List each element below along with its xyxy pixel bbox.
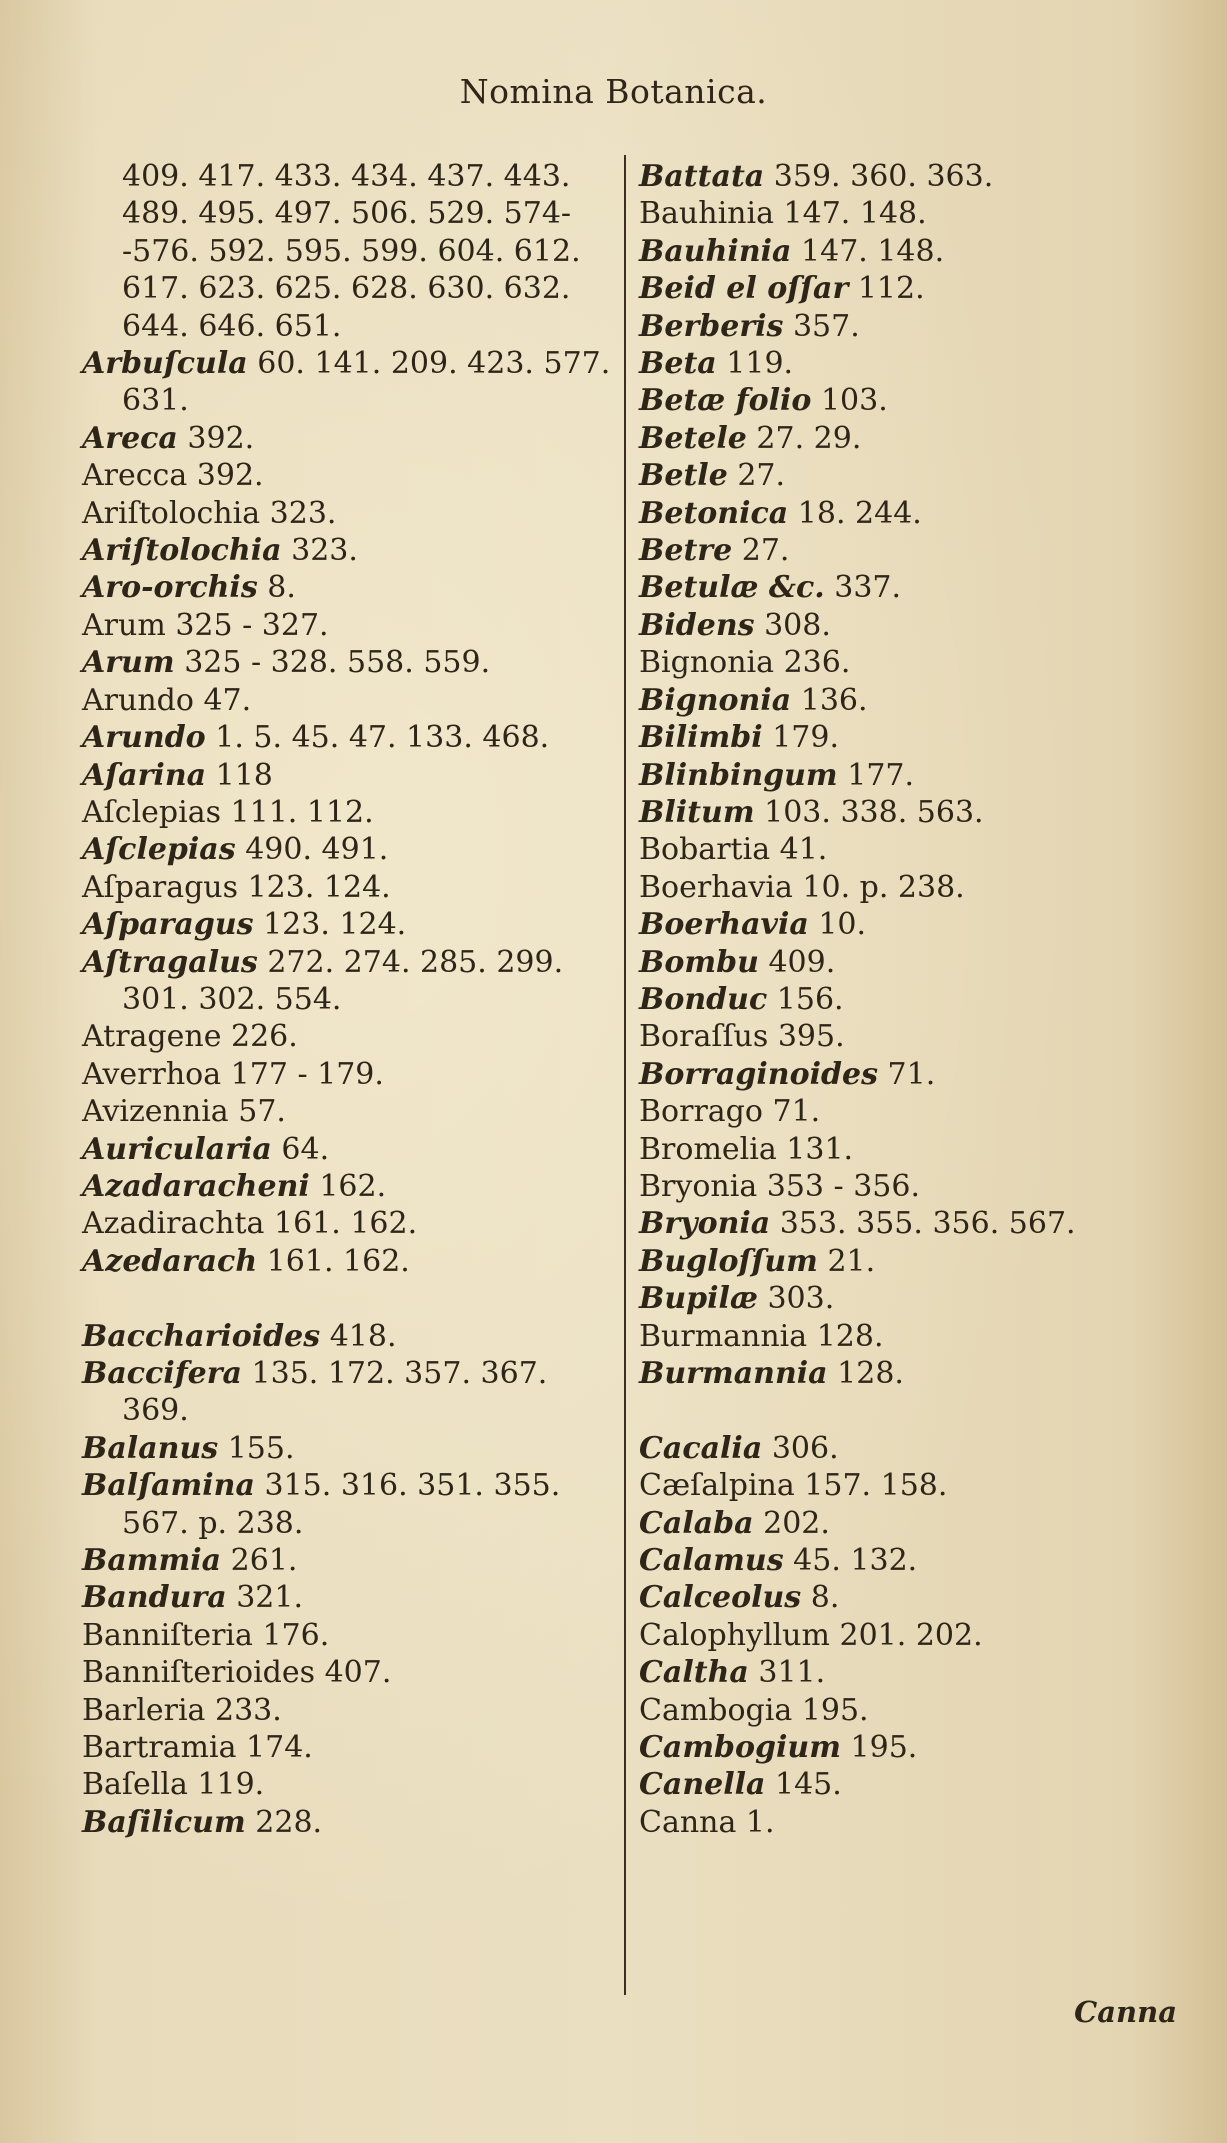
entry-term: Aſtragalus <box>82 944 258 980</box>
entry-term: Aſparagus <box>82 869 239 905</box>
entry-pages: -576. 592. 595. 599. 604. 612. <box>122 233 581 269</box>
entry-pages: 353 - 356. <box>766 1168 921 1204</box>
entry-pages: 395. <box>777 1019 845 1055</box>
index-column-right <box>639 158 1109 1841</box>
entry-pages: 226. <box>231 1019 298 1055</box>
entry-pages: 617. 623. 625. 628. 630. 632. <box>122 271 571 307</box>
index-entry <box>639 1766 1109 1803</box>
entry-pages: 321. <box>236 1580 303 1616</box>
entry-term: Baſella <box>82 1767 188 1803</box>
index-entry <box>639 719 1109 756</box>
entry-term: Azedarach <box>82 1243 258 1279</box>
index-entry <box>639 1168 1109 1205</box>
index-entry-continuation <box>82 158 614 195</box>
entry-term: Banniſteria <box>82 1617 253 1653</box>
index-entry <box>639 607 1109 644</box>
entry-pages: 10. p. 238. <box>802 869 965 905</box>
index-entry <box>639 270 1109 307</box>
entry-term: Arbuſcula <box>82 346 248 382</box>
entry-term: Arundo <box>82 682 194 718</box>
entry-pages: 195. <box>801 1692 869 1728</box>
index-entry-continuation <box>82 382 614 419</box>
entry-term: Boraſſus <box>639 1019 769 1055</box>
entry-term: Blitum <box>639 794 755 830</box>
index-entry <box>639 944 1109 981</box>
entry-term: Borraginoides <box>639 1056 878 1092</box>
index-entry <box>82 1654 614 1691</box>
entry-pages: 179. <box>772 720 840 756</box>
index-entry <box>82 719 614 756</box>
index-entry <box>82 1318 614 1355</box>
entry-pages: 8. <box>810 1580 840 1616</box>
running-head: Nomina Botanica. <box>459 72 768 111</box>
entry-term: Bidens <box>639 607 755 643</box>
entry-term: Averrhoa <box>82 1056 222 1092</box>
entry-term: Calceolus <box>639 1580 802 1616</box>
entry-pages: 176. <box>262 1617 330 1653</box>
index-entry <box>82 420 614 457</box>
entry-pages: 27. 29. <box>756 420 862 456</box>
entry-pages: 41. <box>779 832 828 868</box>
entry-pages: 418. <box>329 1318 397 1354</box>
index-entry <box>639 1542 1109 1579</box>
entry-pages: 201. 202. <box>839 1617 983 1653</box>
index-entry <box>639 308 1109 345</box>
index-entry-continuation <box>82 195 614 232</box>
index-entry <box>82 607 614 644</box>
index-entry <box>82 1131 614 1168</box>
entry-pages: 567. p. 238. <box>122 1505 304 1541</box>
index-entry <box>639 1131 1109 1168</box>
entry-pages: 337. <box>834 570 902 606</box>
entry-pages: 103. 338. 563. <box>764 794 984 830</box>
entry-pages: 71. <box>772 1094 821 1130</box>
index-entry <box>639 1355 1109 1392</box>
entry-term: Bignonia <box>639 645 775 681</box>
index-entry <box>639 195 1109 232</box>
entry-pages: 60. 141. 209. 423. 577. <box>257 346 611 382</box>
entry-pages: 147. 148. <box>783 196 927 232</box>
entry-pages: 261. <box>230 1543 298 1579</box>
entry-pages: 57. <box>238 1094 286 1130</box>
entry-term: Aſarina <box>82 757 207 793</box>
section-gap <box>639 1392 1109 1429</box>
index-entry <box>82 944 614 981</box>
entry-term: Bromelia <box>639 1131 777 1167</box>
index-entry <box>82 1430 614 1467</box>
index-entry <box>639 1467 1109 1504</box>
index-entry <box>639 1018 1109 1055</box>
index-entry <box>82 757 614 794</box>
entry-term: Beta <box>639 346 717 382</box>
entry-pages: 177 - 179. <box>230 1056 384 1092</box>
entry-pages: 8. <box>267 570 296 606</box>
entry-pages: 174. <box>246 1730 313 1766</box>
entry-term: Borrago <box>639 1094 763 1130</box>
entry-pages: 301. 302. 554. <box>122 981 342 1017</box>
index-entry <box>639 495 1109 532</box>
entry-pages: 357. <box>792 308 860 344</box>
entry-pages: 644. 646. 651. <box>122 308 342 344</box>
index-entry <box>639 1617 1109 1654</box>
entry-term: Boerhavia <box>639 869 793 905</box>
entry-pages: 64. <box>281 1131 330 1167</box>
entry-pages: 392. <box>187 420 255 456</box>
entry-term: Ariſtolochia <box>82 495 261 531</box>
entry-pages: 409. 417. 433. 434. 437. 443. <box>122 159 571 194</box>
entry-term: Betulæ &c. <box>639 570 825 606</box>
index-entry <box>82 495 614 532</box>
entry-term: Bauhinia <box>639 233 792 269</box>
entry-pages: 311. <box>758 1655 826 1691</box>
entry-pages: 359. 360. 363. <box>773 159 994 194</box>
entry-term: Bonduc <box>639 981 768 1017</box>
index-entry <box>82 1579 614 1616</box>
entry-term: Bauhinia <box>639 196 774 232</box>
index-entry <box>82 1355 614 1392</box>
entry-term: Bammia <box>82 1543 222 1579</box>
entry-term: Bupilæ <box>639 1281 758 1317</box>
entry-pages: 490. 491. <box>245 832 389 868</box>
index-entry <box>639 1093 1109 1130</box>
index-entry <box>639 345 1109 382</box>
entry-term: Bilimbi <box>639 720 763 756</box>
index-entry <box>639 382 1109 419</box>
entry-term: Bobartia <box>639 832 771 868</box>
index-entry <box>82 1168 614 1205</box>
entry-pages: 27. <box>737 458 786 494</box>
entry-pages: 157. 158. <box>804 1468 948 1504</box>
entry-pages: 228. <box>255 1804 323 1840</box>
entry-term: Avizennia <box>82 1094 229 1130</box>
entry-pages: 128. <box>837 1356 904 1391</box>
entry-term: Calophyllum <box>639 1617 830 1653</box>
entry-pages: 409. <box>768 944 836 980</box>
entry-term: Cambogium <box>639 1730 841 1766</box>
entry-pages: 323. <box>269 495 337 531</box>
entry-term: Beid el oſſar <box>639 271 849 307</box>
entry-pages: 71. <box>887 1056 936 1092</box>
index-entry <box>639 233 1109 270</box>
column-rule <box>624 155 626 1995</box>
entry-pages: 1. 5. 45. 47. 133. 468. <box>215 720 550 756</box>
entry-term: Banniſterioides <box>82 1655 316 1691</box>
index-entry <box>639 1692 1109 1729</box>
index-entry <box>639 981 1109 1018</box>
entry-term: Bignonia <box>639 682 792 718</box>
index-entry <box>82 869 614 906</box>
entry-term: Bombu <box>639 944 759 980</box>
index-entry <box>639 757 1109 794</box>
index-entry <box>639 1318 1109 1355</box>
entry-pages: 161. 162. <box>274 1206 418 1242</box>
index-entry <box>82 1093 614 1130</box>
index-entry-continuation <box>82 233 614 270</box>
entry-pages: 119. <box>197 1767 265 1803</box>
entry-pages: 123. 124. <box>263 907 407 943</box>
entry-pages: 161. 162. <box>266 1243 410 1279</box>
index-entry <box>639 1654 1109 1691</box>
index-entry <box>639 682 1109 719</box>
entry-term: Aſclepias <box>82 794 221 830</box>
entry-pages: 325 - 328. 558. 559. <box>184 645 491 681</box>
index-entry-continuation <box>82 308 614 345</box>
entry-term: Canella <box>639 1767 766 1803</box>
entry-term: Baſilicum <box>82 1804 246 1840</box>
entry-pages: 369. <box>122 1393 189 1429</box>
entry-pages: 353. 355. 356. 567. <box>779 1206 1076 1242</box>
entry-pages: 315. 316. 351. 355. <box>264 1468 561 1504</box>
entry-term: Canna <box>639 1804 737 1840</box>
entry-term: Arum <box>82 645 175 681</box>
index-entry <box>82 345 614 382</box>
entry-term: Arum <box>82 607 166 643</box>
entry-term: Baccifera <box>82 1355 242 1391</box>
index-entry <box>639 906 1109 943</box>
entry-term: Aſclepias <box>82 832 236 868</box>
entry-pages: 111. 112. <box>230 794 374 830</box>
index-entry <box>639 1280 1109 1317</box>
entry-term: Bugloſſum <box>639 1243 818 1279</box>
entry-pages: 112. <box>857 271 925 307</box>
catchword: Canna <box>1074 1995 1177 2029</box>
entry-term: Barleria <box>82 1692 206 1728</box>
index-entry-continuation <box>82 270 614 307</box>
entry-pages: 233. <box>215 1692 282 1728</box>
entry-pages: 10. <box>818 907 867 943</box>
index-entry <box>82 1205 614 1242</box>
entry-pages: 202. <box>763 1505 830 1541</box>
entry-pages: 145. <box>775 1767 842 1803</box>
entry-pages: 21. <box>827 1243 876 1279</box>
entry-pages: 323. <box>291 533 358 569</box>
index-entry <box>82 1542 614 1579</box>
entry-term: Areca <box>82 420 178 456</box>
section-gap <box>82 1280 614 1317</box>
entry-term: Cæſalpina <box>639 1468 795 1504</box>
entry-pages: 489. 495. 497. 506. 529. 574- <box>122 196 572 232</box>
index-entry <box>82 1467 614 1504</box>
entry-term: Caltha <box>639 1655 749 1691</box>
entry-term: Berberis <box>639 308 784 344</box>
index-entry <box>639 1505 1109 1542</box>
entry-pages: 131. <box>786 1131 854 1167</box>
entry-term: Aro-orchis <box>82 570 258 606</box>
index-entry <box>639 1430 1109 1467</box>
index-entry-continuation <box>82 1392 614 1429</box>
entry-pages: 631. <box>122 383 189 419</box>
entry-pages: 308. <box>764 607 831 643</box>
entry-term: Betonica <box>639 495 789 531</box>
entry-term: Cacalia <box>639 1430 763 1466</box>
entry-term: Aſparagus <box>82 907 254 943</box>
entry-term: Bandura <box>82 1580 227 1616</box>
entry-term: Cambogia <box>639 1692 793 1728</box>
index-entry <box>639 457 1109 494</box>
entry-term: Bartramia <box>82 1730 237 1766</box>
entry-term: Betele <box>639 420 747 456</box>
index-entry-continuation <box>82 1505 614 1542</box>
index-entry <box>639 1056 1109 1093</box>
entry-term: Arecca <box>82 458 188 494</box>
index-entry <box>82 1018 614 1055</box>
index-entry <box>639 831 1109 868</box>
index-entry <box>82 1804 614 1841</box>
entry-term: Baccharioides <box>82 1318 321 1354</box>
entry-pages: 156. <box>776 981 844 1017</box>
entry-pages: 325 - 327. <box>175 607 329 643</box>
entry-term: Betre <box>639 533 733 569</box>
index-entry <box>82 644 614 681</box>
index-entry <box>639 158 1109 195</box>
entry-term: Ariſtolochia <box>82 533 282 569</box>
index-entry <box>639 1579 1109 1616</box>
entry-pages: 18. 244. <box>797 495 922 531</box>
entry-term: Azadirachta <box>82 1206 265 1242</box>
index-entry <box>82 1617 614 1654</box>
entry-pages: 45. 132. <box>793 1543 918 1579</box>
index-entry <box>639 1243 1109 1280</box>
index-entry <box>82 569 614 606</box>
index-entry <box>82 1243 614 1280</box>
entry-term: Blinbingum <box>639 757 838 793</box>
index-entry <box>639 644 1109 681</box>
entry-pages: 177. <box>847 757 915 793</box>
entry-term: Battata <box>639 159 765 194</box>
entry-pages: 155. <box>227 1430 295 1466</box>
entry-term: Balanus <box>82 1430 219 1466</box>
entry-term: Burmannia <box>639 1318 808 1354</box>
index-entry <box>82 682 614 719</box>
entry-term: Atragene <box>82 1019 222 1055</box>
index-entry <box>639 869 1109 906</box>
entry-pages: 162. <box>319 1168 387 1204</box>
index-entry <box>639 1804 1109 1841</box>
entry-pages: 103. <box>820 383 888 419</box>
index-column-left <box>82 158 614 1841</box>
index-entry <box>639 794 1109 831</box>
entry-pages: 128. <box>816 1318 884 1354</box>
index-entry <box>82 1766 614 1803</box>
index-entry <box>639 569 1109 606</box>
entry-pages: 236. <box>783 645 851 681</box>
entry-pages: 147. 148. <box>801 233 945 269</box>
entry-term: Bryonia <box>639 1206 771 1242</box>
index-entry <box>82 831 614 868</box>
entry-pages: 407. <box>324 1655 392 1691</box>
index-entry <box>82 532 614 569</box>
entry-pages: 119. <box>726 346 794 382</box>
entry-pages: 306. <box>771 1430 839 1466</box>
entry-pages: 195. <box>850 1730 918 1766</box>
index-entry <box>82 906 614 943</box>
entry-pages: 272. 274. 285. 299. <box>267 944 564 980</box>
entry-pages: 118 <box>215 757 273 793</box>
index-entry <box>82 1729 614 1766</box>
index-entry <box>639 1205 1109 1242</box>
entry-term: Betle <box>639 458 728 494</box>
index-entry <box>82 1056 614 1093</box>
entry-term: Bryonia <box>639 1168 758 1204</box>
entry-term: Burmannia <box>639 1356 828 1391</box>
entry-term: Betæ folio <box>639 383 812 419</box>
entry-term: Boerhavia <box>639 907 809 943</box>
index-entry <box>639 532 1109 569</box>
entry-pages: 303. <box>767 1281 835 1317</box>
entry-term: Calamus <box>639 1543 784 1579</box>
entry-pages: 27. <box>741 533 790 569</box>
entry-term: Auricularia <box>82 1131 272 1167</box>
index-entry <box>82 1692 614 1729</box>
entry-pages: 392. <box>196 458 264 494</box>
entry-term: Balſamina <box>82 1468 255 1504</box>
index-entry-continuation <box>82 981 614 1018</box>
index-entry <box>82 457 614 494</box>
entry-pages: 123. 124. <box>247 869 391 905</box>
index-entry <box>639 420 1109 457</box>
entry-pages: 1. <box>745 1804 775 1840</box>
entry-pages: 136. <box>800 682 868 718</box>
entry-term: Calaba <box>639 1505 754 1541</box>
index-entry <box>639 1729 1109 1766</box>
entry-pages: 135. 172. 357. 367. <box>251 1355 548 1391</box>
entry-term: Azadaracheni <box>82 1168 310 1204</box>
entry-pages: 47. <box>203 682 252 718</box>
index-entry <box>82 794 614 831</box>
entry-term: Arundo <box>82 720 206 756</box>
